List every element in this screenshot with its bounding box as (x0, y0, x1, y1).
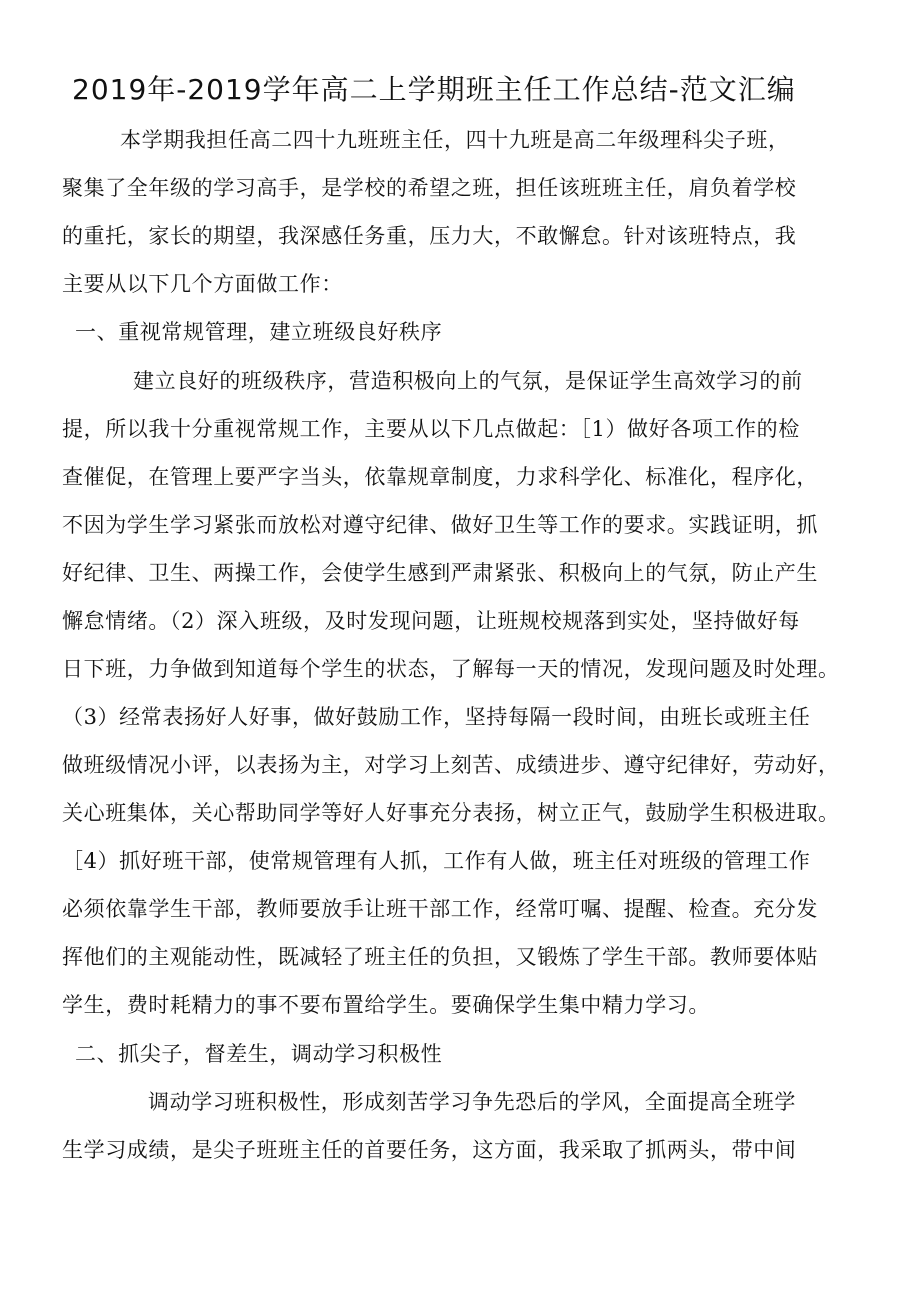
paragraph-line: 调动学习班积极性，形成刻苦学习争先恐后的学风，全面提高全班学 (148, 1090, 796, 1114)
paragraph-line: 聚集了全年级的学习高手，是学校的希望之班，担任该班班主任，肩负着学校 (62, 176, 797, 200)
paragraph-line: 好纪律、卫生、两操工作，会使学生感到严肃紧张、积极向上的气氛，防止产生 (62, 561, 818, 585)
paragraph-line: ［4）抓好班干部，使常规管理有人抓，工作有人做，班主任对班级的管理工作 (62, 849, 811, 873)
paragraph-line: 的重托，家长的期望，我深感任务重，压力大，不敢懈怠。针对该班特点，我 (62, 224, 797, 248)
document-title: 2019年-2019学年高二上学期班主任工作总结-范文汇编 (72, 73, 796, 106)
paragraph-line: 挥他们的主观能动性，既减轻了班主任的负担，又锻炼了学生干部。教师要体贴 (62, 945, 818, 969)
paragraph-line: 关心班集体，关心帮助同学等好人好事充分表扬，树立正气，鼓励学生积极进取。 (62, 801, 840, 825)
paragraph-line: 懈怠情绪。（2）深入班级，及时发现问题，让班规校规落到实处，坚持做好每 (62, 609, 800, 633)
paragraph-line: 提，所以我十分重视常规工作，主要从以下几点做起：［1）做好各项工作的检 (62, 417, 800, 441)
paragraph-line: 生学习成绩，是尖子班班主任的首要任务，这方面，我采取了抓两头，带中间 (62, 1138, 797, 1162)
paragraph-line: 本学期我担任高二四十九班班主任，四十九班是高二年级理科尖子班， (120, 128, 790, 152)
paragraph-line: 学生，费时耗精力的事不要布置给学生。要确保学生集中精力学习。 (62, 993, 710, 1017)
paragraph-line: 建立良好的班级秩序，营造积极向上的气氛，是保证学生高效学习的前 (133, 369, 803, 393)
paragraph-line: 必须依靠学生干部，教师要放手让班干部工作，经常叮嘱、提醒、检查。充分发 (62, 897, 818, 921)
paragraph-line: （3）经常表扬好人好事，做好鼓励工作，坚持每隔一段时间，由班长或班主任 (62, 705, 811, 729)
paragraph-line: 日下班，力争做到知道每个学生的状态，了解每一天的情况，发现问题及时处理。 (62, 657, 840, 681)
section-heading: 一、重视常规管理，建立班级良好秩序 (75, 320, 443, 344)
paragraph-line: 不因为学生学习紧张而放松对遵守纪律、做好卫生等工作的要求。实践证明，抓 (62, 513, 818, 537)
paragraph-line: 做班级情况小评，以表扬为主，对学习上刻苦、成绩进步、遵守纪律好，劳动好， (62, 753, 840, 777)
paragraph-line: 查催促，在管理上要严字当头，依靠规章制度，力求科学化、标准化，程序化， (62, 465, 818, 489)
paragraph-line: 主要从以下几个方面做工作： (62, 272, 343, 296)
section-heading: 二、抓尖子，督差生，调动学习积极性 (75, 1042, 443, 1066)
